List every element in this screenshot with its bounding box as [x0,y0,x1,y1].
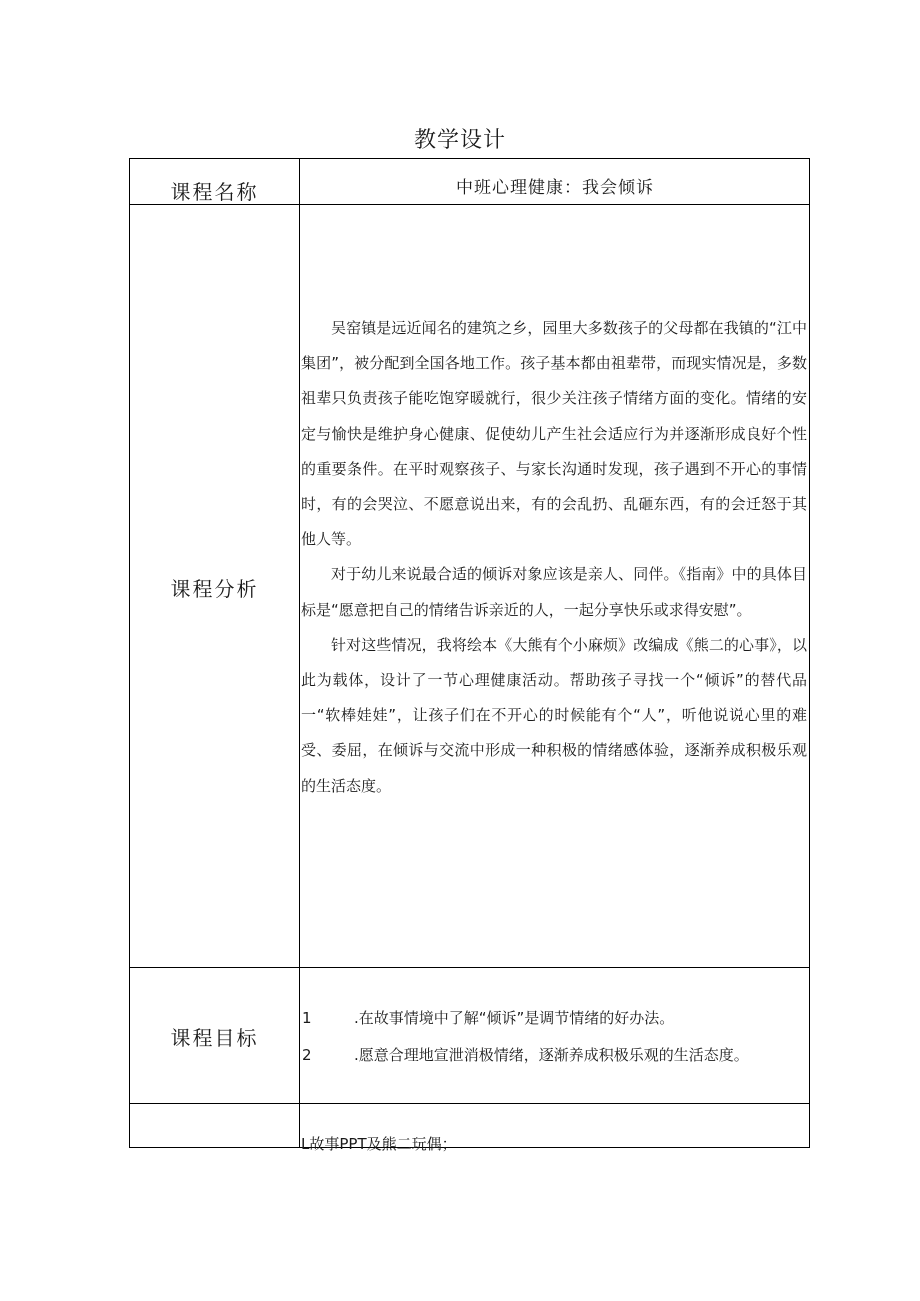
row-divider [130,1103,809,1104]
document-title: 教学设计 [413,128,506,153]
course-analysis-text [301,311,807,804]
column-divider [299,159,300,1147]
analysis-paragraph: 针对这些情况，我将绘本《大熊有个小麻烦》改编成《熊二的心事》，以此为载体，设计了一节心理健康活动。帮助孩子寻找一个“倾诉”的替代品一“软棒娃娃”，让孩子们在不开心的时候能有个“人”，听他说说心里的难受、委屈，在倾诉与交流中形成一种积极的情绪感体验，逐渐养成积极乐观的生活态度。 [301,635,807,795]
goal-number: 2 [302,1046,312,1064]
row-divider [130,967,809,968]
course-goals-label: 课程目标 [170,1026,259,1050]
course-analysis-label: 课程分析 [170,577,259,601]
lesson-table [129,158,810,1153]
course-name-label: 课程名称 [170,180,259,204]
goal-item [302,1008,674,1028]
goal-text: .愿意合理地宣泄消极情绪，逐渐养成积极乐观的生活态度。 [354,1046,749,1064]
goal-item [302,1045,749,1065]
analysis-paragraph: 吴窑镇是远近闻名的建筑之乡，园里大多数孩子的父母都在我镇的“江中集团”，被分配到全国各地工作。孩子基本都由祖辈带，而现实情况是，多数祖辈只负责孩子能吃饱穿暖就行，很少关注孩子情绪方面的变化。情绪的安定与愉快是维护身心健康、促使幼儿产生社会适应行为并逐渐形成良好个性的重要条件。在平时观察孩子、与家长沟通时发现，孩子遇到不开心的事情时，有的会哭泣、不愿意说出来，有的会乱扔、乱砸东西，有的会迁怒于其他人等。 [301,319,807,549]
course-name-value: 中班心理健康：我会倾诉 [456,178,654,198]
analysis-paragraph: 对于幼儿来说最合适的倾诉对象应该是亲人、同伴。《指南》中的具体目标是“愿意把自己的情绪告诉亲近的人，一起分享快乐或求得安慰”。 [301,565,807,619]
preparation-text: L故事PPT及熊二玩偶； [301,1135,457,1153]
goal-text: .在故事情境中了解“倾诉”是调节情绪的好办法。 [354,1009,675,1027]
goal-number: 1 [302,1009,312,1027]
